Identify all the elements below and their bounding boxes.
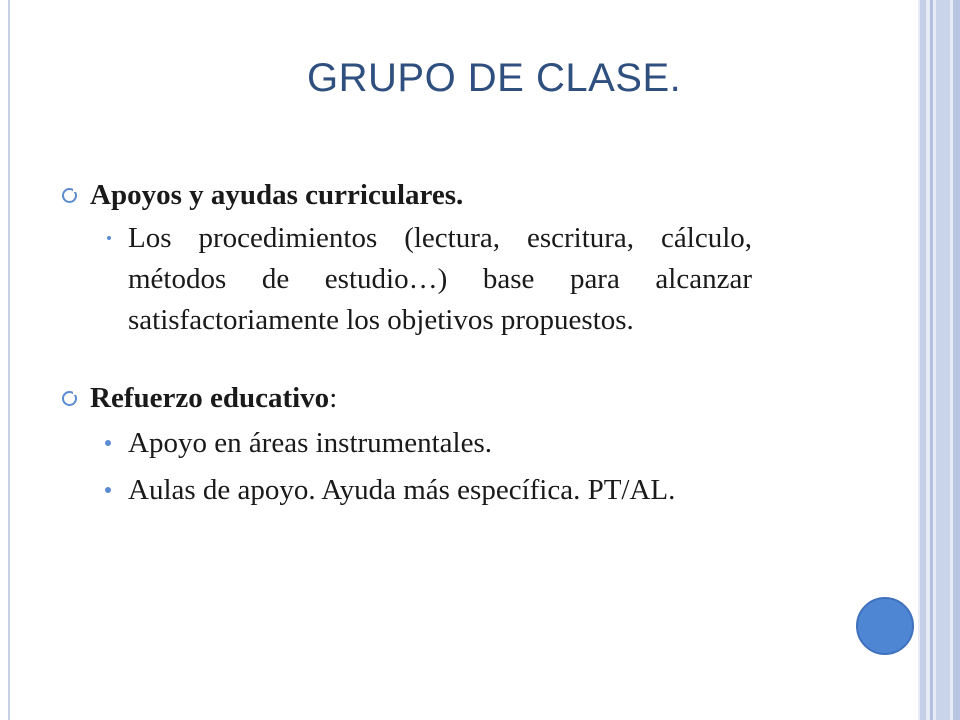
list-item bbox=[62, 218, 752, 341]
section-heading-text: Apoyos y ayudas curriculares. bbox=[90, 179, 464, 211]
section-heading-text: Refuerzo educativo bbox=[90, 382, 330, 414]
side-stripe bbox=[920, 0, 926, 720]
list-item-text: Apoyo en áreas instrumentales. bbox=[128, 427, 493, 459]
side-stripe bbox=[953, 0, 960, 720]
dot-bullet-icon bbox=[105, 440, 111, 446]
slide-title: GRUPO DE CLASE. bbox=[307, 56, 682, 100]
list-item-text: Los procedimientos (lectura, escritura, cálculo, métodos de estudio…) base para alcanzar satisfactoriamente los objetivos propuestos. bbox=[128, 222, 752, 336]
section-heading-apoyos bbox=[62, 176, 762, 214]
slide-body bbox=[62, 176, 762, 511]
list-item bbox=[62, 470, 768, 511]
decorative-side-band bbox=[918, 0, 960, 720]
ring-bullet-icon bbox=[62, 391, 77, 406]
dot-bullet-icon bbox=[107, 236, 111, 240]
side-stripe bbox=[930, 0, 933, 720]
list-item-text: Aulas de apoyo. Ayuda más específica. PT/AL. bbox=[128, 474, 676, 506]
section-heading-suffix: : bbox=[329, 382, 338, 414]
decorative-circle bbox=[856, 597, 914, 655]
section-heading-refuerzo bbox=[62, 379, 762, 417]
side-stripe bbox=[936, 0, 950, 720]
dot-bullet-icon bbox=[105, 487, 111, 493]
ring-bullet-icon bbox=[62, 188, 77, 203]
list-item bbox=[62, 423, 762, 464]
